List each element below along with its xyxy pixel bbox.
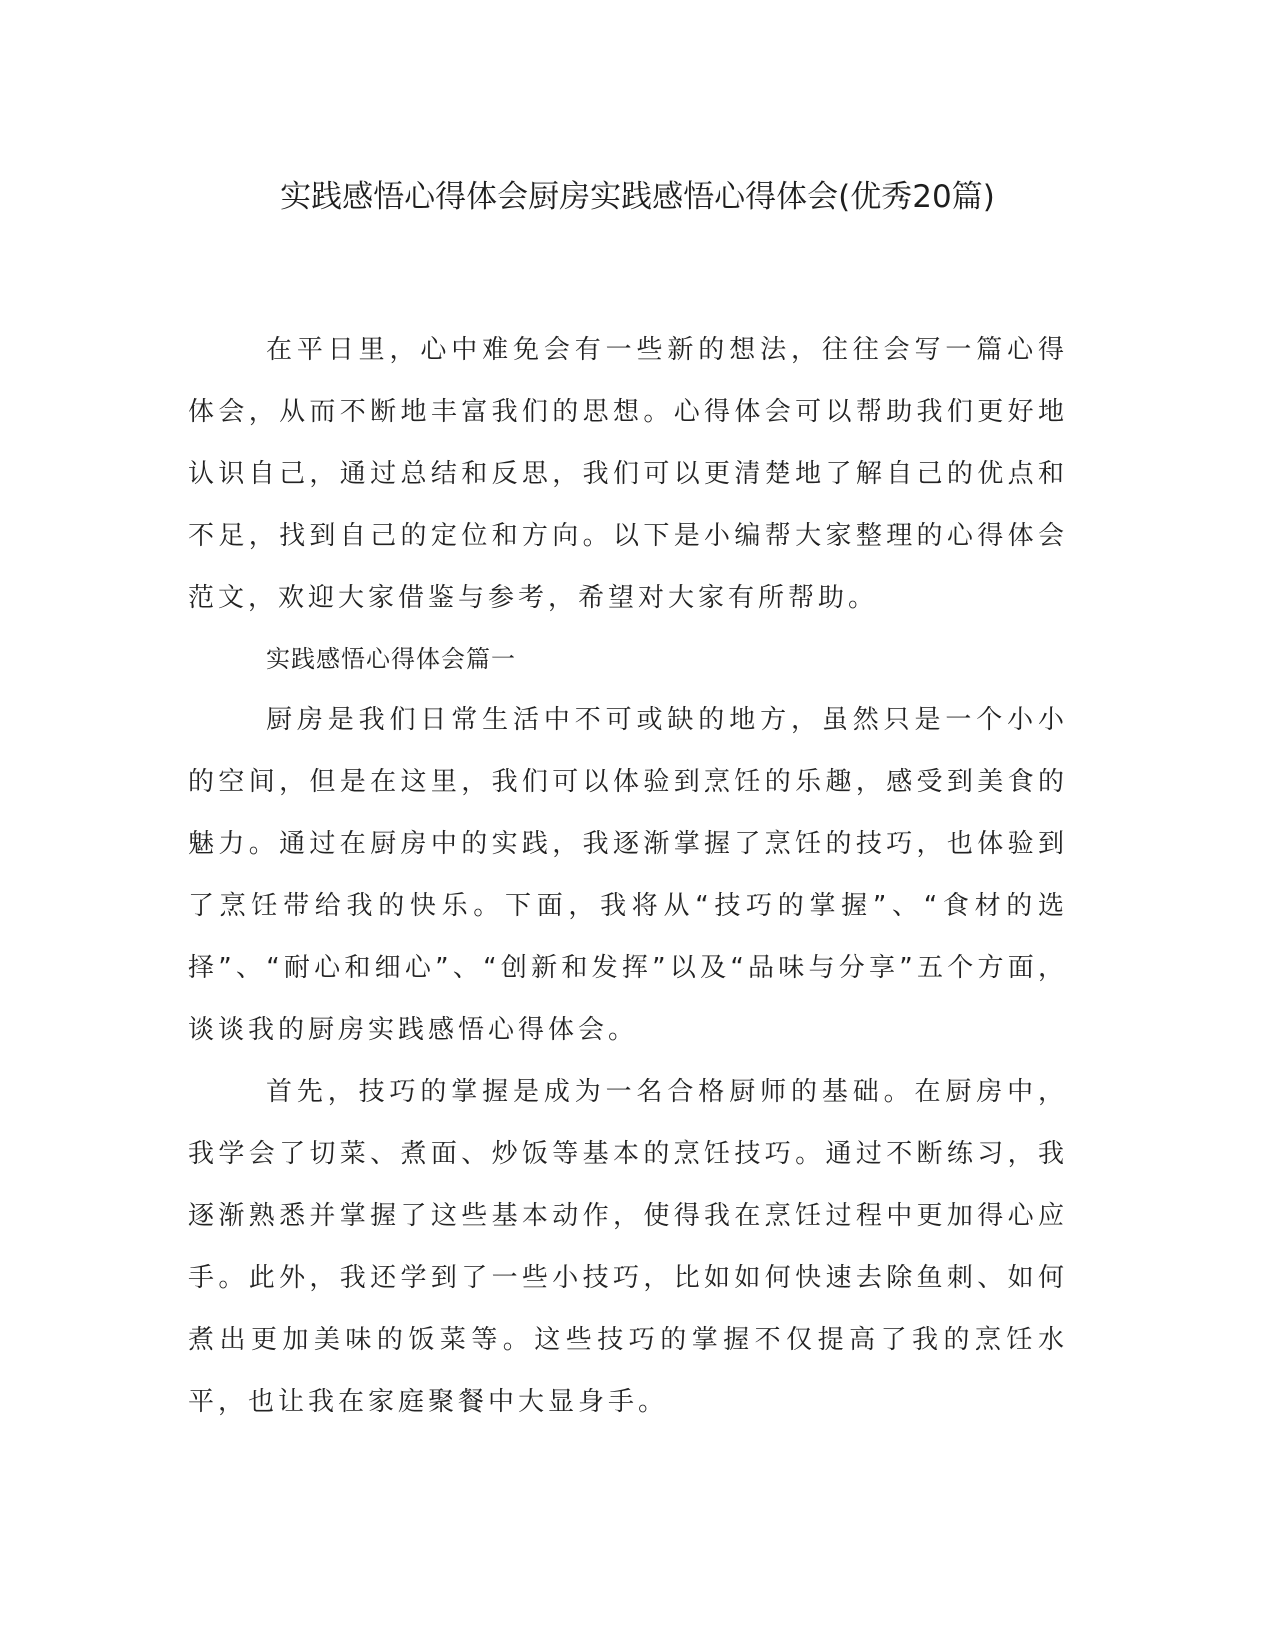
section-heading: 实践感悟心得体会篇一 — [266, 645, 516, 673]
document-body — [188, 319, 1068, 1433]
document-title: 实践感悟心得体会厨房实践感悟心得体会(优秀20篇) — [280, 179, 995, 215]
intro-paragraph: 在平日里，心中难免会有一些新的想法，往往会写一篇心得体会，从而不断地丰富我们的思想。心得体会可以帮助我们更好地认识自己，通过总结和反思，我们可以更清楚地了解自己的优点和不足，找到自己的定位和方向。以下是小编帮大家整理的心得体会范文，欢迎大家借鉴与参考，希望对大家有所帮助。 — [188, 335, 1068, 613]
body-paragraph-skills: 首先，技巧的掌握是成为一名合格厨师的基础。在厨房中，我学会了切菜、煮面、炒饭等基本的烹饪技巧。通过不断练习，我逐渐熟悉并掌握了这些基本动作，使得我在烹饪过程中更加得心应手。此外，我还学到了一些小技巧，比如如何快速去除鱼刺、如何煮出更加美味的饭菜等。这些技巧的掌握不仅提高了我的烹饪水平，也让我在家庭聚餐中大显身手。 — [188, 1077, 1068, 1417]
body-paragraph-kitchen: 厨房是我们日常生活中不可或缺的地方，虽然只是一个小小的空间，但是在这里，我们可以体验到烹饪的乐趣，感受到美食的魅力。通过在厨房中的实践，我逐渐掌握了烹饪的技巧，也体验到了烹饪带给我的快乐。下面，我将从“技巧的掌握”、“食材的选择”、“耐心和细心”、“创新和发挥”以及“品味与分享”五个方面，谈谈我的厨房实践感悟心得体会。 — [188, 705, 1068, 1045]
